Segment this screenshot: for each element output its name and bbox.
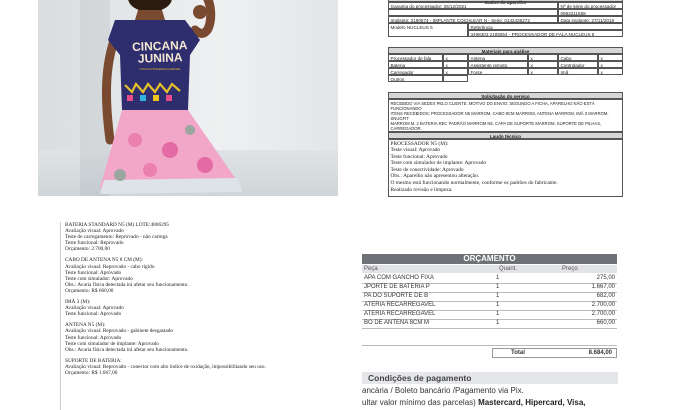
request-body [388, 99, 623, 132]
request-line: CARREGADOR. [390, 125, 422, 131]
implant-field: Implante: 2190574 - IMPLANTE COCHLEAR N - Serie: 0142436272 [388, 16, 558, 23]
row-quantity: 1 [496, 311, 500, 317]
technical-report-body [388, 139, 623, 197]
budget-total-row [492, 348, 617, 358]
material-name: Bateria [388, 61, 443, 68]
row-quantity: 1 [496, 293, 500, 299]
shirt-text [126, 39, 195, 65]
budget-row [362, 293, 617, 302]
report-line: Orçamento: 2.700,00 [65, 246, 110, 253]
report-line: Teste visual: Aprovado [390, 147, 441, 154]
serial-label: Nº de série do processador [558, 2, 623, 9]
report-line: Orçamento: R$ 660,00 [65, 287, 114, 294]
budget-spacer [362, 329, 617, 346]
report-line: Teste funcional: Aprovado [65, 334, 122, 341]
material-check: x [598, 68, 623, 75]
report-line: Obs.: Aparelho não apresentou alteração. [390, 173, 480, 180]
report-line: Realizado revisão e limpeza. [390, 186, 453, 193]
report-line: Teste funcional: Aprovado [390, 153, 448, 160]
payment-installments: ultar valor mínimo das parcelas) [362, 398, 476, 407]
report-line: BATERIA STANDARD N5 (M) LOTE:4806295 [65, 222, 170, 228]
form-header-top: Dados do aparelho [388, 0, 623, 2]
shirt-text-line-1: CINCANA [131, 38, 188, 54]
row-part: PA DO SUPORTE DE B [364, 293, 429, 299]
material-name: Imã [558, 68, 598, 75]
material-check: x [443, 54, 468, 61]
row-part: ATERIA RECARREGAVEL [364, 311, 436, 317]
material-name: Processador de fala [388, 54, 443, 61]
report-line: Avaliação visual: Aprovado [65, 305, 124, 312]
request-title: Solicitação do serviço [388, 92, 623, 99]
report-line: Orçamento: R$ 1.667,00 [65, 369, 118, 376]
row-price: 1.667,00 [591, 284, 615, 290]
report-line: Teste funcional: Reprovado [65, 240, 124, 247]
report-line: Teste com simulador: Aprovado [65, 275, 133, 282]
other-label: Outros [388, 75, 443, 82]
budget-row [362, 302, 617, 311]
col-part: Peça [364, 266, 378, 272]
row-part: BO DE ANTENA 8CM M [364, 320, 430, 326]
material-check: x [443, 68, 468, 75]
payment-line-1: ancária / Boleto bancário /Pagamento via Pix. [362, 386, 524, 395]
budget-title: ORÇAMENTO [362, 254, 617, 264]
reference-value: 3498303 2185554 - PROCESSADOR DE FALA NUCLEUS 5 [468, 30, 623, 37]
col-price: Preço [562, 266, 578, 272]
request-line: RECEBIDO VIA SEDEX PELO CLIENTE. MOTIVO DO ENVIO: SEGUNDO A FICHA, APARELHO NÃO ESTÁ FUNCIONANDO [390, 100, 595, 111]
row-quantity: 1 [496, 320, 500, 326]
total-value: 8.684,00 [588, 350, 612, 356]
report-line: Teste de carregamento: Reprovado - não carrega [65, 234, 168, 241]
budget-row [362, 320, 617, 329]
warranty-field: Garantia do processador: 26/12/2021 [388, 2, 558, 9]
shirt-text-line-2: JUNINA [137, 50, 183, 66]
row-price: 660,00 [596, 320, 615, 326]
material-check: x [598, 54, 623, 61]
report-line: Obs.: Avaria física detectada irá afetar seu funcionamento. [65, 346, 189, 353]
material-name: Assistente remoto [468, 61, 528, 68]
report-line: Teste de conectividade: Aprovado [390, 166, 464, 173]
material-name: Controlador [558, 61, 598, 68]
shirt-subtext: COLA FOTOGRAFIA AARNAE [139, 67, 181, 71]
report-line: CABO DE ANTENA N5 8 CM (M): [65, 257, 143, 264]
report-line: O mesmo está funcionando normalmente, conforme os padrões do fabricante. [390, 180, 558, 187]
component-report [60, 222, 301, 410]
report-line: Obs.: Avaria física detectada irá afetar seu funcionamento. [65, 281, 189, 288]
child-figure [0, 0, 343, 200]
budget-panel [362, 238, 624, 410]
material-check: x [528, 68, 558, 75]
material-check: x [598, 61, 623, 68]
report-line: Avaliação visual: Reprovado - cabo rígido [65, 263, 155, 270]
row-price: 2.700,00 [591, 311, 615, 317]
material-check: x [528, 61, 558, 68]
model-field: Modelo NUCLEUS 5 [388, 23, 468, 37]
hand [193, 5, 207, 19]
report-text [61, 222, 301, 376]
row-quantity: 1 [496, 284, 500, 290]
row-quantity: 1 [496, 275, 500, 281]
materials-title: Materiais para análise [388, 47, 623, 54]
child-photo [0, 0, 343, 200]
report-line: Avaliação visual: Reprovado - conector com alto índice de oxidação, impossibilitando seu uso. [65, 363, 266, 370]
request-line: ITENS RECEBIDOS: PROCESSADOR N5 MARROM, CABO 8CM MARROM, ANTENA MARROM, IMÃ 3 MARROM, SNUGFIT [390, 110, 609, 121]
material-name: Cabo [558, 54, 598, 61]
budget-header-row [362, 265, 617, 273]
material-name: Antena [468, 54, 528, 61]
report-line: Teste com simulador de implante: Aprovado [65, 340, 159, 347]
report-line: Teste com simulador de implante: Aprovado [390, 160, 487, 167]
report-line: PROCESSADOR N5 (M): [390, 140, 449, 147]
row-part: APA COM GANCHO FIXA [364, 275, 434, 281]
report-line: Teste funcional: Aprovado [65, 311, 122, 318]
budget-row [362, 311, 617, 320]
total-label: Total [511, 350, 525, 356]
report-line: SUPORTE DE BATERIA: [65, 357, 122, 364]
row-price: 682,00 [596, 293, 615, 299]
payment-cards: Mastercard, Hipercard, Visa, [478, 398, 586, 407]
budget-row [362, 275, 617, 284]
report-title: Laudo técnico [388, 132, 623, 139]
report-line: IMÃ 3 (M): [65, 299, 91, 306]
other-check [443, 75, 468, 82]
material-check: x [528, 54, 558, 61]
serial-value: 0983211658 [558, 9, 623, 16]
col-quantity: Quant. [499, 266, 518, 272]
row-part: ATERIA RECARREGAVEL [364, 302, 436, 308]
report-line: Teste funcional: Aprovado [65, 269, 122, 276]
material-name: Carregador [388, 68, 443, 75]
payment-line-2 [362, 398, 624, 407]
row-price: 2.700,00 [591, 302, 615, 308]
payment-title: Condições de pagamento [362, 372, 618, 384]
neck [135, 10, 165, 20]
blank-cell [388, 9, 558, 16]
request-line: MARROM M, 2 BATERIA REC PADRÃO MARROM N5, CAPA DE SUPORTE MARROM, SUPORTE DE PILHAS, [390, 120, 602, 126]
row-part: JPORTE DE BATERIA P [364, 284, 430, 290]
report-line: Avaliação visual: Aprovado [65, 228, 124, 235]
report-line: ANTENA N5 (M): [65, 322, 106, 329]
service-form [388, 0, 700, 205]
report-line: Avaliação visual: Reprovado - gabinete desgastado [65, 328, 174, 335]
reference-label: Referência [468, 23, 623, 30]
implant-date: Data implante: 27/11/2018 [558, 16, 623, 23]
material-check: x [443, 61, 468, 68]
row-quantity: 1 [496, 302, 500, 308]
material-name: Fonte [468, 68, 528, 75]
row-price: 275,00 [596, 275, 615, 281]
budget-row [362, 284, 617, 293]
